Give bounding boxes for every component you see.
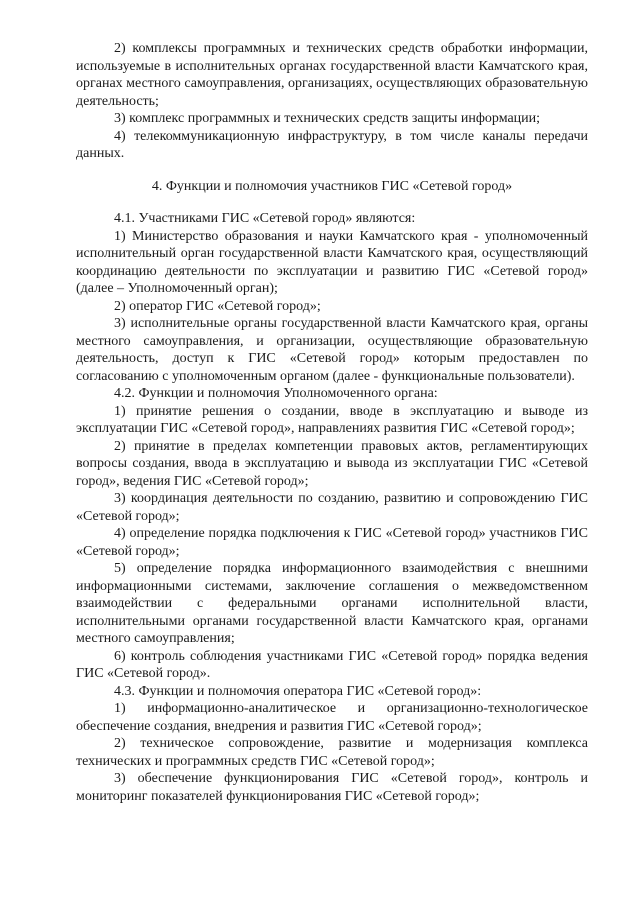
list-item: 3) исполнительные органы государственной власти Камчатского края, органы местного самоуправления, и организации, осуществляющие образовательную деятельность, доступ к ГИС «Сетевой город» которым предоставлен по согласованию с уполномоченным органом (далее - функциональные пользователи).	[76, 316, 588, 384]
subsection-heading: 4.3. Функции и полномочия оператора ГИС «Сетевой город»:	[114, 683, 482, 699]
list-item: 5) определение порядка информационного взаимодействия с внешними информационными системами, заключение соглашения о межведомственном взаимодействии с федеральными органами исполнительной власти, исполнительными органами государственной власти Камчатского края, органами местного самоуправления;	[76, 561, 588, 646]
list-item: 1) информационно-аналитическое и организационно-технологическое обеспечение создания, внедрения и развития ГИС «Сетевой город»;	[76, 701, 588, 734]
subsection-heading: 4.1. Участниками ГИС «Сетевой город» являются:	[114, 211, 416, 226]
list-item: 1) принятие решения о создании, вводе в эксплуатацию и выводе из эксплуатации ГИС «Сетевой город», направлениях развития ГИС «Сетевой город»;	[76, 403, 588, 436]
list-item: 4) телекоммуникационную инфраструктуру, в том числе каналы передачи данных.	[76, 128, 588, 161]
list-item: 2) принятие в пределах компетенции правовых актов, регламентирующих вопросы создания, ввода в эксплуатацию и вывода из эксплуатации ГИС «Сетевой город», ведения ГИС «Сетевой город»;	[76, 438, 588, 489]
section-heading: 4. Функции и полномочия участников ГИС «Сетевой город»	[151, 178, 513, 194]
list-item: 3) комплекс программных и технических средств защиты информации;	[114, 111, 541, 126]
list-item: 6) контроль соблюдения участниками ГИС «Сетевой город» порядка ведения ГИС «Сетевой город».	[76, 648, 588, 681]
list-item: 2) комплексы программных и технических средств обработки информации, используемые в исполнительных органах государственной власти Камчатского края, органах местного самоуправления, организациях, осуществляющих образовательную деятельность;	[76, 41, 588, 109]
list-item: 2) техническое сопровождение, развитие и модернизация комплекса технических и программных средств ГИС «Сетевой город»;	[76, 736, 588, 769]
list-item: 4) определение порядка подключения к ГИС «Сетевой город» участников ГИС «Сетевой город»;	[76, 526, 588, 559]
list-item: 1) Министерство образования и науки Камчатского края - уполномоченный исполнительный орган государственной власти Камчатского края, осуществляющий координацию деятельности по эксплуатации и развитию ГИС «Сетевой город» (далее – Уполномоченный орган);	[76, 228, 588, 296]
list-item: 2) оператор ГИС «Сетевой город»;	[114, 298, 321, 314]
list-item: 3) обеспечение функционирования ГИС «Сетевой город», контроль и мониторинг показателей функционирования ГИС «Сетевой город»;	[76, 771, 588, 804]
list-item: 3) координация деятельности по созданию, развитию и сопровождению ГИС «Сетевой город»;	[76, 491, 588, 524]
subsection-heading: 4.2. Функции и полномочия Уполномоченного органа:	[114, 386, 438, 401]
